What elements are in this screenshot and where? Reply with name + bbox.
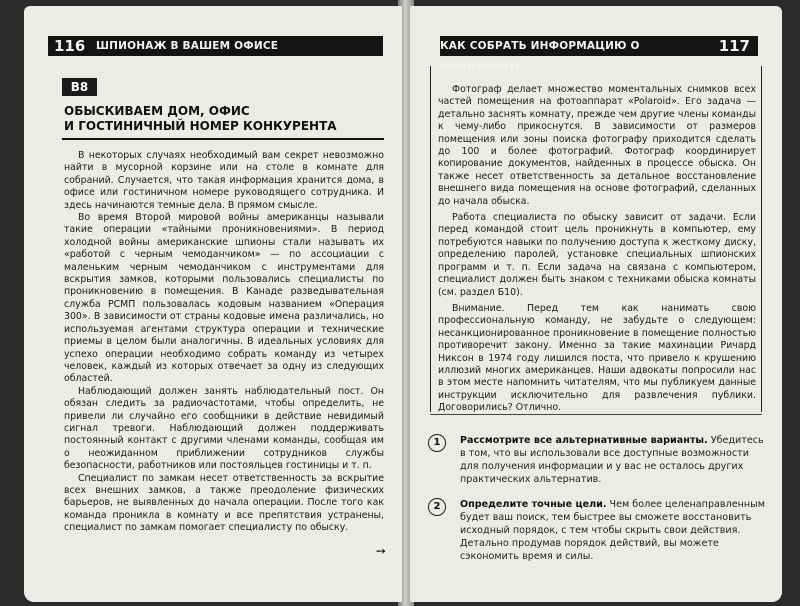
left-paragraph-1: В некоторых случаях необходимый вам секрет невозможно найти в мусорной корзине или на столе в комнате для собраний. Случается, что такая информация хранится дома, в офисе или гостиничном номере руководящего сотрудника. И здесь начинаются темные дела. В прямом смысле. — [64, 150, 384, 211]
tip-text — [460, 498, 766, 563]
tip-number-badge: 2 — [428, 498, 446, 516]
section-code-badge: В8 — [62, 78, 97, 96]
right-page-number: 117 — [718, 37, 750, 55]
right-running-header — [440, 36, 758, 72]
tip-body: Чем более целенаправленным будет ваш поиск, тем быстрее вы сможете восстановить исходный порядок, с тем чтобы скрыть свои действия. Детально продумав порядок действий, вы можете сэкономить время и силы. — [460, 499, 765, 562]
left-page — [24, 6, 402, 602]
right-page — [410, 6, 782, 602]
tip-number-badge: 1 — [428, 434, 446, 452]
left-paragraph-4: Специалист по замкам несет ответственность за вскрытие всех внешних замков, а также преодоление физических барьеров, не выявленных до начала операции. После того как команда проникла в комнату и все препятствия устранены, специалист по замкам помогает специалисту по обыску. — [64, 472, 384, 534]
right-paragraph-1: Фотограф делает множество моментальных снимков всех частей помещения на фотоаппарат «Polaroid». Его задача — детально заснять комнату, прежде чем другие члены команды к чему-либо прикоснутся. В зависимости от размеров помещения или зоны поиска фотографу приходится сделать до 100 и более фотографий. Фотограф координирует копирование документов, найденных в процессе обыска. Он также несет ответственность за детальное восстановление внешнего вида помещения на основе фотографий, сделанных до начала обыска. — [438, 84, 756, 207]
section-title — [64, 104, 384, 134]
left-paragraph-2: Во время Второй мировой войны американцы называли такие операции «тайными проникновениями». В период холодной войны американские шпионы стали называть их «работой с черным чемоданчиком» — по ассоциации с маленьким черным чемоданчиком с инструментами для вскрытия замков, которыми пользовались специалисты по проникновению в помещения. В Канаде разведывательная служба РСМП пользовалась кодовым названием «Операция 300». В зависимости от страны кодовые имена различались, но используемая агентами структура операции и технические приемы в целом были аналогичны. В идеальных условиях для успехо операции необходимо собрать команду из четырех человек, каждый из которых отвечает за одну из следующих областей. — [64, 212, 384, 385]
tip-heading: Определите точные цели. — [460, 499, 607, 510]
right-paragraph-2: Работа специалиста по обыску зависит от задачи. Если перед командой стоит цель проникнуть в компьютер, ему потребуются навыки по получению доступа к жесткому диску, определению паролей, установке специальных шпионских программ и т. п. Если задача на связана с компьютером, специалист должен быть знаком с техниками обыска комнаты (см. раздел Б10). — [438, 212, 756, 298]
left-running-title: ШПИОНАЖ В ВАШЕМ ОФИСЕ — [96, 40, 279, 52]
section-title-rule — [62, 138, 384, 140]
tip-body: Убедитесь в том, что вы использовали все доступные возможности для получения информации и у вас не осталось других практических альтернатив. — [460, 435, 764, 485]
section-title-line1: ОБЫСКИВАЕМ ДОМ, ОФИС — [64, 104, 250, 118]
left-running-header — [48, 36, 383, 56]
left-paragraph-3: Наблюдающий должен занять наблюдательный пост. Он обязан следить за радиочастотами, чтобы определить, не привели ли случайно его сообщники в действие невидимый сигнал тревоги. Наблюдающий должен поддерживать постоянный контакт с другими членами команды, сообщая им о неожиданном приближении сотрудников службы безопасности, работников или постояльцев гостиницы и т. п. — [64, 385, 384, 472]
section-title-line2: И ГОСТИНИЧНЫЙ НОМЕР КОНКУРЕНТА — [64, 119, 337, 133]
arrow-right-icon: ➙ — [376, 544, 387, 558]
tip-heading: Рассмотрите все альтернативные варианты. — [460, 435, 708, 446]
tips-divider — [430, 414, 762, 415]
left-body-text — [64, 150, 384, 535]
right-body-text — [438, 84, 756, 415]
left-page-number: 116 — [54, 37, 86, 55]
right-paragraph-3: Внимание. Перед тем как нанимать свою профессиональную команду, не забудьте о следующем: несанкционированное проникновение в помещение полностью противоречит закону. Именно за такие махинации Ричард Никсон в 1974 году лишился поста, что привело к крушению иллюзий многих американцев. Наши адвокаты попросили нас в этом месте напомнить читателям, что мы публикуем данные инструкции исключительно для развлечения публики. Договорились? Отлично. — [438, 302, 756, 414]
tip-text — [460, 434, 766, 486]
right-running-title: КАК СОБРАТЬ ИНФОРМАЦИЮ О КОНКУРЕНТЕ — [440, 40, 640, 72]
